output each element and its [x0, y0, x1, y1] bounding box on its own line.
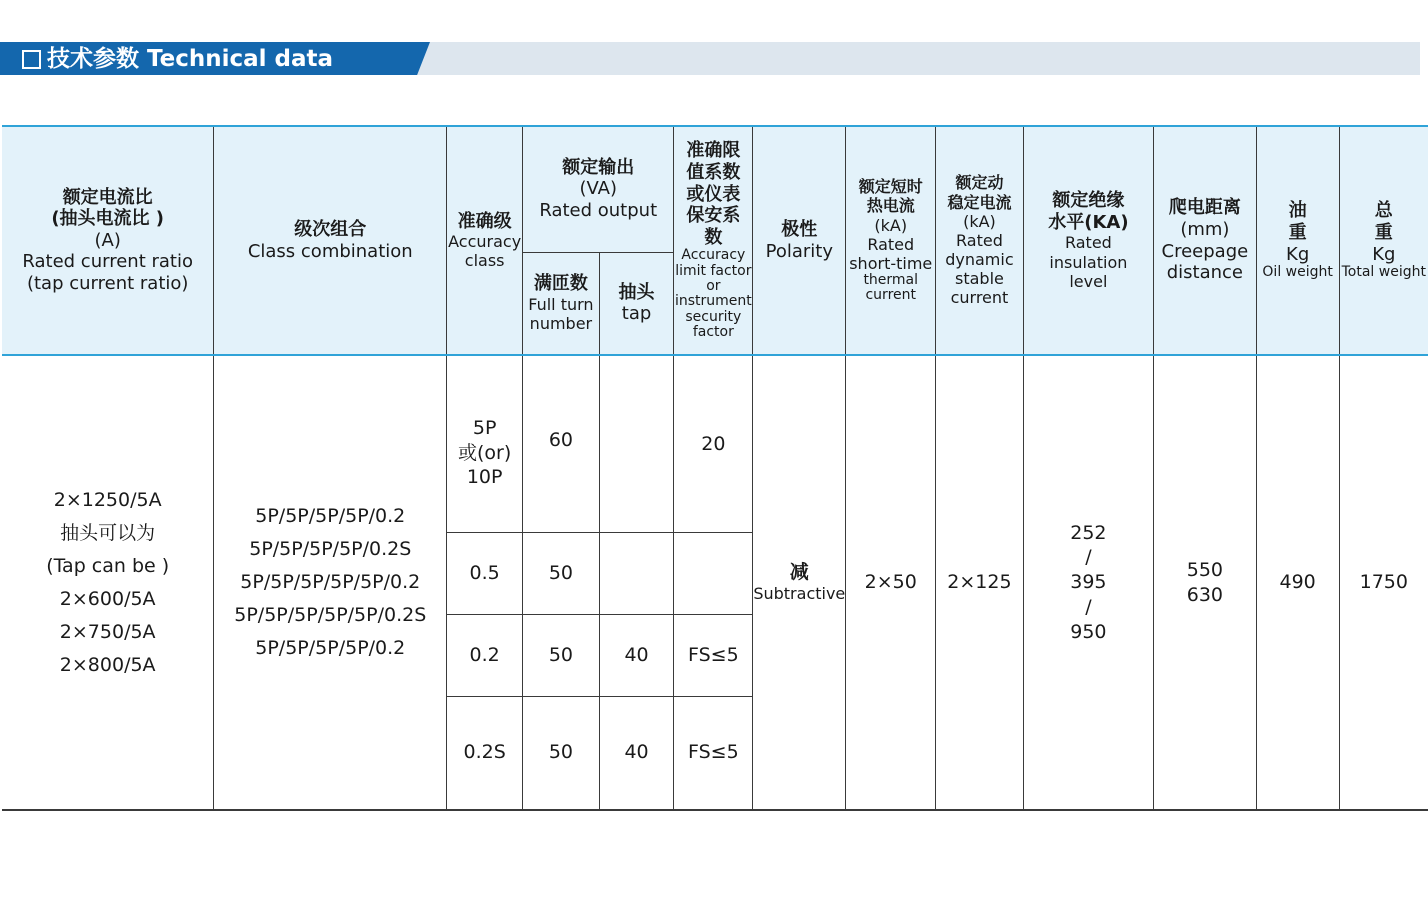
- header-text: Accuracy: [448, 232, 522, 252]
- header-polarity: [753, 126, 846, 355]
- insulation-value: /: [1085, 546, 1092, 569]
- header-text: 准确级: [457, 210, 512, 232]
- header-tap: [599, 252, 674, 355]
- header-text: 抽头: [618, 281, 655, 303]
- header-text: short-time: [849, 253, 933, 273]
- header-text: tap: [621, 303, 652, 325]
- header-text: 值系数: [686, 161, 741, 183]
- cell-limit-factor: [674, 532, 753, 614]
- section-title-text: 技术参数 Technical data: [47, 46, 334, 72]
- class-item: 5P/5P/5P/5P/0.2S: [249, 538, 412, 560]
- header-text: 重: [1288, 222, 1307, 243]
- cell-full-turn: [523, 532, 600, 614]
- cell-full-turn: [523, 614, 600, 696]
- creepage-value: 550: [1186, 558, 1224, 581]
- header-unit: (kA): [874, 215, 908, 235]
- header-text: 额定动: [955, 173, 1004, 193]
- cell-dynamic-current: [936, 355, 1023, 810]
- cell-current-ratios: [2, 355, 214, 810]
- header-text: 额定输出: [562, 156, 635, 178]
- header-creepage-distance: [1154, 126, 1257, 355]
- header-text: Rated output: [539, 200, 658, 222]
- header-text: 额定绝缘: [1052, 190, 1125, 212]
- technical-data-table: [2, 125, 1428, 811]
- header-text: 准确限: [686, 140, 741, 162]
- header-text: (tap current ratio): [26, 272, 189, 294]
- header-unit: Kg: [1286, 243, 1310, 265]
- header-text: 保安系: [686, 205, 741, 227]
- insulation-value: /: [1085, 595, 1092, 618]
- header-text: Total weight: [1341, 264, 1426, 281]
- header-text: 数: [704, 226, 723, 248]
- section-title: [22, 44, 333, 74]
- header-accuracy-limit-factor: [674, 126, 753, 355]
- header-text: 水平(KA): [1048, 211, 1129, 233]
- accuracy-value: 0.2: [469, 643, 500, 666]
- cell-full-turn: [523, 355, 600, 532]
- cell-creepage-distance: [1154, 355, 1257, 810]
- section-banner: [0, 42, 1420, 75]
- header-text: limit factor: [675, 262, 752, 279]
- cell-accuracy: [447, 614, 523, 696]
- cell-tap: [599, 355, 674, 532]
- limit-factor-value: 20: [701, 433, 726, 455]
- header-text: or instrument: [674, 278, 752, 310]
- cell-tap: [599, 614, 674, 696]
- cell-limit-factor: [674, 614, 753, 696]
- checkbox-square-icon: [22, 50, 41, 69]
- thermal-current-value: 2×50: [864, 571, 917, 594]
- class-item: 5P/5P/5P/5P/0.2: [255, 505, 406, 527]
- cell-limit-factor: [674, 696, 753, 810]
- header-thermal-current: [846, 126, 936, 355]
- insulation-value: 950: [1070, 620, 1107, 643]
- header-text: factor: [692, 324, 734, 341]
- class-item: 5P/5P/5P/5P/5P/0.2S: [234, 604, 427, 626]
- header-text: 爬电距离: [1168, 197, 1241, 219]
- header-text: Rated: [867, 234, 915, 254]
- cell-insulation-level: [1023, 355, 1153, 810]
- cell-accuracy: [447, 532, 523, 614]
- header-total-weight: [1339, 126, 1428, 355]
- header-text: distance: [1166, 262, 1244, 284]
- accuracy-value: 或(or): [458, 441, 512, 464]
- header-text: Oil weight: [1262, 264, 1333, 281]
- header-oil-weight: [1256, 126, 1339, 355]
- oil-weight-value: 490: [1279, 571, 1316, 594]
- accuracy-value: 0.2S: [463, 741, 506, 764]
- header-full-turn-number: [523, 252, 600, 355]
- full-turn-value: 50: [548, 643, 573, 666]
- cell-polarity: [753, 355, 846, 810]
- header-text: 级次组合: [294, 218, 367, 240]
- header-accuracy-class: [447, 126, 523, 355]
- polarity-value: 减: [789, 560, 809, 583]
- header-text: (抽头电流比 ): [51, 208, 165, 230]
- header-text: insulation: [1049, 252, 1128, 272]
- ratio-item: (Tap can be ): [46, 554, 170, 577]
- header-rated-current-ratio: [2, 126, 214, 355]
- limit-factor-value: FS≤5: [688, 643, 739, 666]
- insulation-value: 395: [1070, 571, 1107, 594]
- ratio-item: 2×750/5A: [59, 620, 156, 643]
- header-text: level: [1069, 271, 1108, 291]
- header-text: 热电流: [866, 196, 915, 216]
- header-class-combination: [214, 126, 447, 355]
- header-text: 满匝数: [533, 273, 588, 295]
- tap-value: 40: [624, 643, 649, 666]
- accuracy-value: 10P: [466, 466, 503, 489]
- creepage-value: 630: [1186, 583, 1224, 606]
- cell-limit-factor: [674, 355, 753, 532]
- cell-full-turn: [523, 696, 600, 810]
- header-text: 稳定电流: [947, 192, 1012, 212]
- header-text: 极性: [781, 218, 818, 240]
- polarity-value: Subtractive: [753, 584, 846, 604]
- ratio-item: 2×600/5A: [59, 587, 156, 610]
- full-turn-value: 60: [548, 429, 573, 451]
- ratio-item: 抽头可以为: [60, 521, 156, 544]
- full-turn-value: 50: [548, 741, 573, 764]
- full-turn-value: 50: [548, 561, 573, 584]
- cell-tap: [599, 532, 674, 614]
- header-text: 或仪表: [686, 183, 741, 205]
- total-weight-value: 1750: [1359, 571, 1408, 594]
- header-unit: (VA): [579, 178, 617, 200]
- header-unit: (mm): [1180, 218, 1230, 240]
- header-text: thermal current: [863, 272, 919, 304]
- header-text: Rated: [1064, 233, 1112, 253]
- cell-class-combinations: [214, 355, 447, 810]
- accuracy-value: 0.5: [469, 561, 500, 584]
- header-unit: (A): [94, 229, 121, 251]
- header-unit: (kA): [963, 211, 996, 231]
- class-item: 5P/5P/5P/5P/5P/0.2: [240, 571, 421, 593]
- header-text: security: [685, 308, 742, 325]
- header-text: Class combination: [247, 240, 413, 262]
- header-insulation-level: [1023, 126, 1153, 355]
- cell-total-weight: [1339, 355, 1428, 810]
- class-item: 5P/5P/5P/5P/0.2: [255, 637, 406, 659]
- header-text: dynamic: [945, 250, 1014, 270]
- cell-tap: [599, 696, 674, 810]
- cell-accuracy: [447, 355, 523, 532]
- cell-accuracy: [447, 696, 523, 810]
- header-text: current: [950, 288, 1009, 308]
- header-text: 额定短时: [858, 177, 923, 197]
- header-text: 总: [1374, 200, 1393, 222]
- header-text: number: [529, 314, 593, 334]
- accuracy-value: 5P: [472, 417, 497, 439]
- ratio-item: 2×800/5A: [59, 653, 156, 676]
- header-text: Polarity: [765, 240, 833, 262]
- tap-value: 40: [624, 741, 649, 764]
- limit-factor-value: FS≤5: [688, 741, 739, 764]
- cell-oil-weight: [1256, 355, 1339, 810]
- header-text: Rated: [956, 230, 1003, 250]
- header-text: class: [464, 251, 505, 271]
- header-text: Creepage: [1161, 240, 1249, 262]
- header-text: Accuracy: [681, 247, 746, 264]
- ratio-item: 2×1250/5A: [53, 488, 162, 511]
- header-text: Full turn: [528, 294, 594, 314]
- header-text: 重: [1374, 222, 1393, 243]
- header-text: Rated current ratio: [22, 251, 193, 273]
- insulation-value: 252: [1070, 521, 1107, 544]
- header-unit: Kg: [1372, 243, 1396, 265]
- header-text: 油: [1288, 200, 1307, 222]
- dynamic-current-value: 2×125: [947, 571, 1012, 594]
- cell-thermal-current: [846, 355, 936, 810]
- header-dynamic-current: [936, 126, 1023, 355]
- header-text: 额定电流比: [62, 186, 153, 208]
- header-rated-output: [523, 126, 674, 252]
- header-text: stable: [955, 269, 1004, 289]
